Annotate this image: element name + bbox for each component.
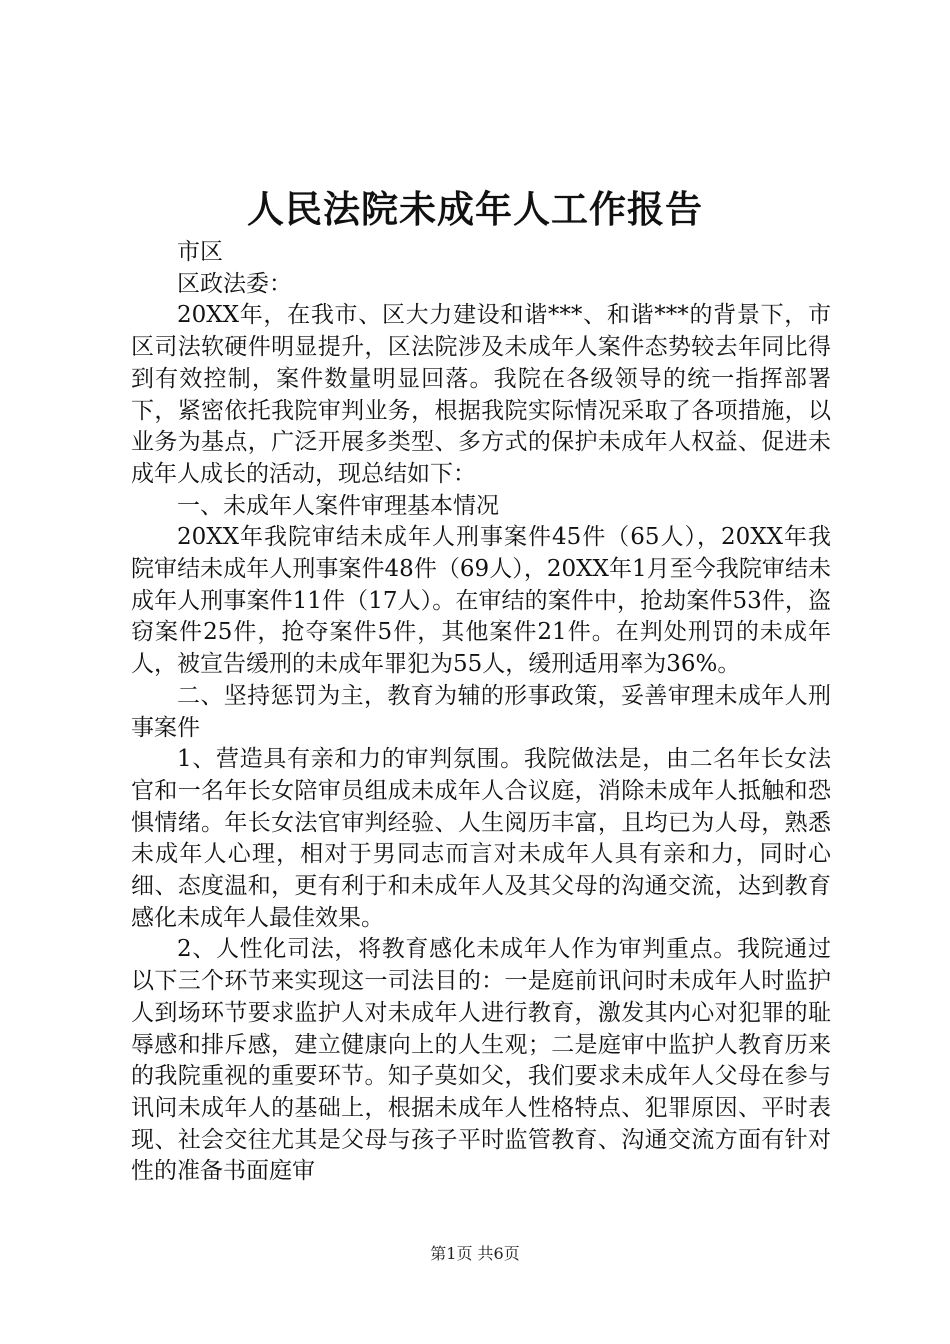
recipient-line-2: 区政法委：	[177, 270, 292, 297]
document-body	[131, 237, 831, 1188]
measure-paragraph-1: 1、营造具有亲和力的审判氛围。我院做法是，由二名年长女法官和一名年长女陪审员组成未成年人合议庭，消除未成年人抵触和恐惧情绪。年长女法官审判经验、人生阅历丰富，且均已为人母，熟悉未成年人心理，相对于男同志而言对未成年人具有亲和力，同时心细、态度温和，更有利于和未成年人及其父母的沟通交流，达到教育感化未成年人最佳效果。	[131, 746, 831, 931]
document-title: 人民法院未成年人工作报告	[247, 187, 703, 231]
case-statistics-paragraph: 20XX年我院审结未成年人刑事案件45件（65人），20XX年我院审结未成年人刑事案件48件（69人），20XX年1月至今我院审结未成年人刑事案件11件（17人）。在审结的案件中，抢劫案件53件，盗窃案件25件，抢夺案件5件，其他案件21件。在判处刑罚的未成年人，被宣告缓刑的未成年罪犯为55人，缓刑适用率为36%。	[131, 524, 831, 678]
section-heading-1: 一、未成年人案件审理基本情况	[177, 492, 499, 519]
measure-paragraph-2: 2、人性化司法，将教育感化未成年人作为审判重点。我院通过以下三个环节来实现这一司法目的：一是庭前讯问时未成年人时监护人到场环节要求监护人对未成年人进行教育，激发其内心对犯罪的耻辱感和排斥感，建立健康向上的人生观；二是庭审中监护人教育历来的我院重视的重要环节。知子莫如父，我们要求未成年人父母在参与讯问未成年人的基础上，根据未成年人性格特点、犯罪原因、平时表现、社会交往尤其是父母与孩子平时监管教育、沟通交流方面有针对性的准备书面庭审	[131, 936, 831, 1185]
intro-paragraph: 20XX年，在我市、区大力建设和谐***、和谐***的背景下，市区司法软硬件明显提升，区法院涉及未成年人案件态势较去年同比得到有效控制，案件数量明显回落。我院在各级领导的统一指挥部署下，紧密依托我院审判业务，根据我院实际情况采取了各项措施，以业务为基点，广泛开展多类型、多方式的保护未成年人权益、促进未成年人成长的活动，现总结如下：	[131, 302, 831, 487]
recipient-line-1: 市区	[177, 239, 223, 265]
page-number-footer: 第1页 共6页	[430, 1244, 520, 1263]
section-heading-2: 二、坚持惩罚为主，教育为辅的形事政策，妥善审理未成年人刑事案件	[131, 682, 831, 741]
